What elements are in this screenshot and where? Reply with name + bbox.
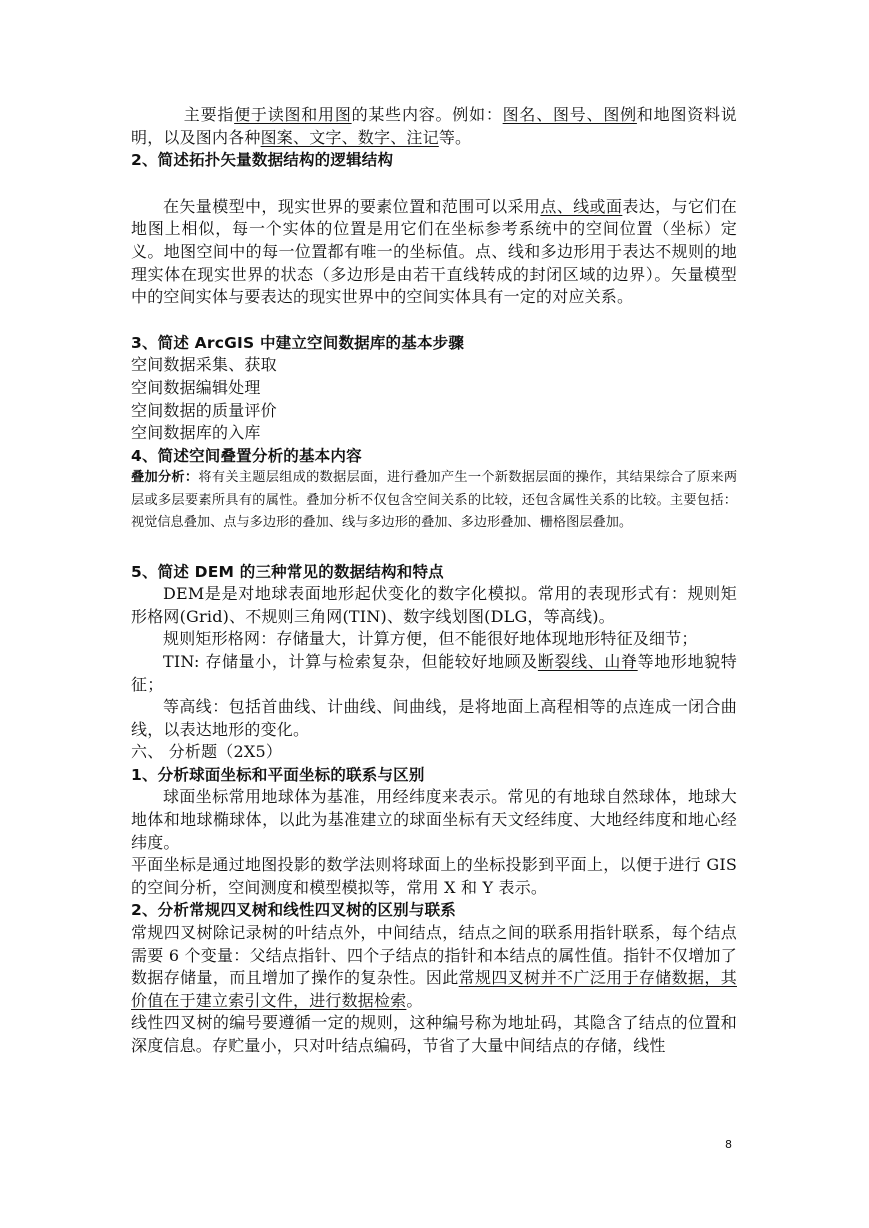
paragraph-quadtree: 常规四叉树除记录树的叶结点外，中间结点，结点之间的联系用指针联系，每个结点需要 6 个变量：父结点指针、四个子结点的指针和本结点的属性值。指针不仅增加了数据存储量，而且增加了操作的复杂性。因此常规四叉树并不广泛用于存储数据，其价值在于建立索引文件，进行数据检索。 — [131, 923, 737, 1010]
step-item: 空间数据库的入库 — [131, 423, 261, 443]
heading-analysis-2: 2、分析常规四叉树和线性四叉树的区别与联系 — [131, 901, 456, 920]
page-number: 8 — [725, 1138, 732, 1151]
paragraph-spherical: 球面坐标常用地球体为基准，用经纬度来表示。常见的有地球自然球体，地球大地体和地球椭球体，以此为基准建立的球面坐标有天文经纬度、大地经纬度和地心经纬度。 — [131, 787, 737, 852]
paragraph-linear-quadtree: 线性四叉树的编号要遵循一定的规则，这种编号称为地址码，其隐含了结点的位置和深度信息。存贮量小，只对叶结点编码，节省了大量中间结点的存储，线性 — [131, 1013, 737, 1055]
paragraph-tin: TIN: 存储量小，计算与检索复杂，但能较好地顾及断裂线、山脊等地形地貌特征； — [131, 651, 738, 694]
paragraph-overlay-analysis: 叠加分析：将有关主题层组成的数据层面，进行叠加产生一个新数据层面的操作，其结果综合了原来两层或多层要素所具有的属性。叠加分析不仅包含空间关系的比较，还包含属性关系的比较。主要包括：视觉信息叠加、点与多边形的叠加、线与多边形的叠加、多边形叠加、栅格图层叠加。 — [131, 470, 738, 531]
heading-q3: 3、简述 ArcGIS 中建立空间数据库的基本步骤 — [131, 333, 465, 352]
step-item: 空间数据采集、获取 — [131, 355, 277, 375]
heading-q4: 4、简述空间叠置分析的基本内容 — [131, 446, 362, 465]
section-heading-6: 六、 分析题（2X5） — [131, 742, 283, 762]
heading-q2: 2、简述拓扑矢量数据结构的逻辑结构 — [131, 151, 394, 170]
paragraph-planar: 平面坐标是通过地图投影的数学法则将球面上的坐标投影到平面上，以便于进行 GIS 的空间分析，空间测度和模型模拟等，常用 X 和 Y 表示。 — [131, 855, 737, 897]
paragraph-grid: 规则矩形格网：存储量大，计算方便，但不能很好地体现地形特征及细节； — [163, 629, 698, 649]
heading-analysis-1: 1、分析球面坐标和平面坐标的联系与区别 — [131, 765, 425, 784]
step-item: 空间数据的质量评价 — [131, 400, 277, 420]
paragraph-vector-model: 在矢量模型中，现实世界的要素位置和范围可以采用点、线或面表达，与它们在地图上相似，每一个实体的位置是用它们在坐标参考系统中的空间位置（坐标）定义。地图空间中的每一位置都有唯一的坐标值。点、线和多边形用于表达不规则的地理实体在现实世界的状态（多边形是由若干直线转成的封闭区域的边界）。矢量模型中的空间实体与要表达的现实世界中的空间实体具有一定的对应关系。 — [131, 196, 737, 307]
paragraph-map-elements: 主要指便于读图和用图的某些内容。例如：图名、图号、图例和地图资料说明，以及图内各种图案、文字、数字、注记等。 — [131, 105, 737, 147]
step-item: 空间数据编辑处理 — [131, 377, 261, 397]
heading-q5: 5、简述 DEM 的三种常见的数据结构和特点 — [131, 562, 444, 581]
body-text — [131, 104, 737, 1058]
paragraph-dem: DEM是是对地球表面地形起伏变化的数字化模拟。常用的表现形式有：规则矩形格网(Grid)、不规则三角网(TIN)、数字线划图(DLG，等高线)。 — [131, 584, 737, 626]
paragraph-contour: 等高线：包括首曲线、计曲线、间曲线，是将地面上高程相等的点连成一闭合曲线，以表达地形的变化。 — [131, 697, 737, 739]
